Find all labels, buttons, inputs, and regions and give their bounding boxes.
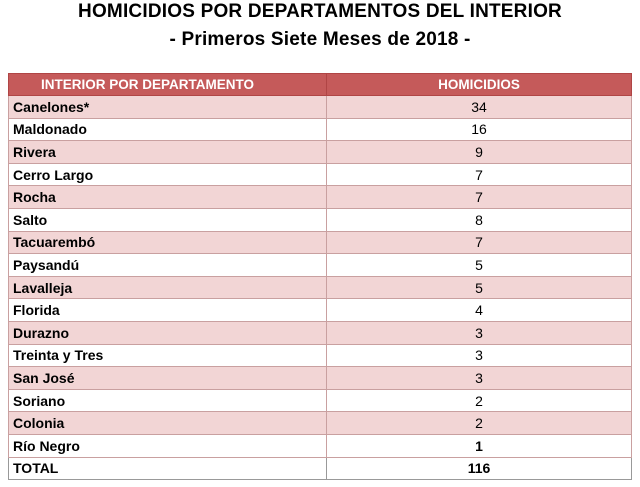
department-cell: Maldonado: [9, 118, 327, 141]
total-label: TOTAL: [9, 457, 327, 480]
table-header-row: [9, 74, 632, 96]
table-row: [9, 276, 632, 299]
homicides-cell: 8: [327, 208, 632, 231]
homicides-cell: 4: [327, 299, 632, 322]
table-row: [9, 118, 632, 141]
homicides-cell: 5: [327, 276, 632, 299]
table-row: [9, 412, 632, 435]
table-row: [9, 141, 632, 164]
table-row: [9, 299, 632, 322]
department-cell: Soriano: [9, 389, 327, 412]
homicides-cell: 5: [327, 254, 632, 277]
title-line-2: - Primeros Siete Meses de 2018 -: [169, 29, 471, 50]
homicides-cell: 3: [327, 321, 632, 344]
column-header-department: INTERIOR POR DEPARTAMENTO: [9, 74, 327, 96]
department-cell: Florida: [9, 299, 327, 322]
department-cell: Rocha: [9, 186, 327, 209]
table-row: [9, 344, 632, 367]
department-cell: Canelones*: [9, 96, 327, 119]
homicides-cell: 2: [327, 412, 632, 435]
table-row: [9, 321, 632, 344]
department-cell: Treinta y Tres: [9, 344, 327, 367]
department-cell: Río Negro: [9, 434, 327, 457]
table-body: [9, 96, 632, 480]
homicides-cell: 7: [327, 186, 632, 209]
homicides-cell: 16: [327, 118, 632, 141]
department-cell: Lavalleja: [9, 276, 327, 299]
table-row: [9, 434, 632, 457]
department-cell: Rivera: [9, 141, 327, 164]
column-header-homicides: HOMICIDIOS: [327, 74, 632, 96]
homicides-table: [8, 73, 632, 480]
homicides-cell: 3: [327, 344, 632, 367]
department-cell: Tacuarembó: [9, 231, 327, 254]
document-title: [0, 0, 640, 52]
homicides-cell: 7: [327, 163, 632, 186]
department-cell: Durazno: [9, 321, 327, 344]
table-row: [9, 389, 632, 412]
title-line-1: HOMICIDIOS POR DEPARTAMENTOS DEL INTERIOR: [78, 1, 562, 22]
department-cell: Cerro Largo: [9, 163, 327, 186]
homicides-cell: 1: [327, 434, 632, 457]
table-row: [9, 254, 632, 277]
table-row: [9, 208, 632, 231]
table-row: [9, 96, 632, 119]
total-value: 116: [327, 457, 632, 480]
homicides-cell: 3: [327, 367, 632, 390]
homicides-cell: 7: [327, 231, 632, 254]
department-cell: Paysandú: [9, 254, 327, 277]
table-row: [9, 186, 632, 209]
homicides-cell: 9: [327, 141, 632, 164]
department-cell: San José: [9, 367, 327, 390]
homicides-cell: 2: [327, 389, 632, 412]
total-row: [9, 457, 632, 480]
department-cell: Salto: [9, 208, 327, 231]
table-row: [9, 367, 632, 390]
table-row: [9, 231, 632, 254]
homicides-cell: 34: [327, 96, 632, 119]
department-cell: Colonia: [9, 412, 327, 435]
table-row: [9, 163, 632, 186]
